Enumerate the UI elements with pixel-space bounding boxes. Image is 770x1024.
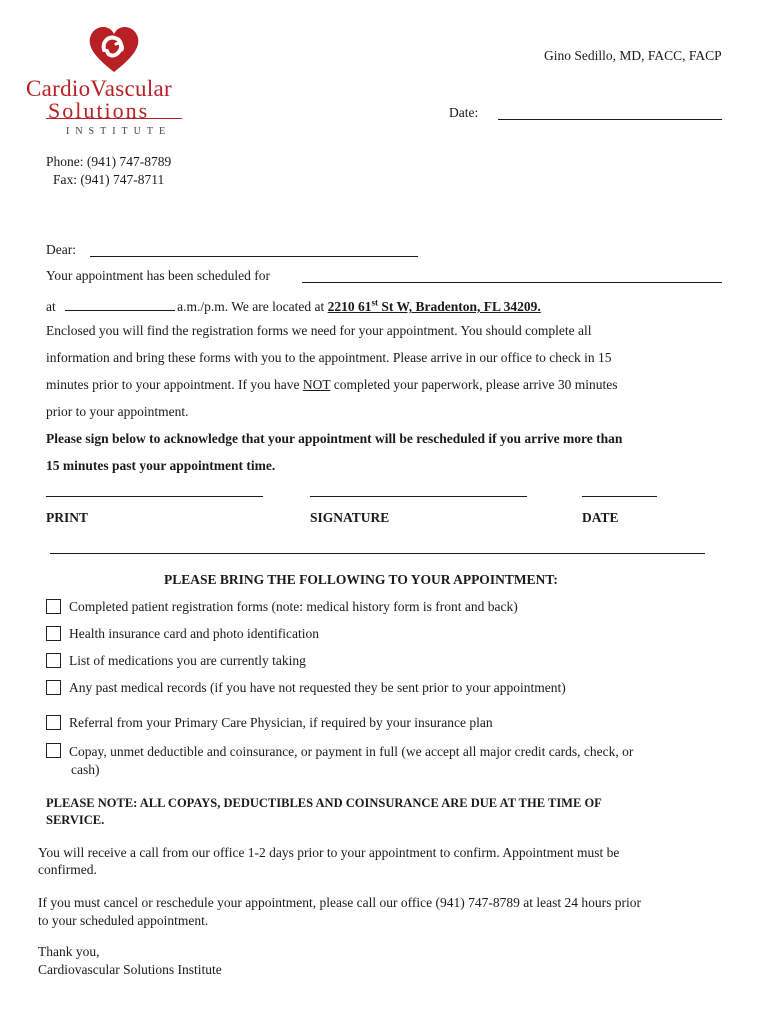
payment-note: PLEASE NOTE: ALL COPAYS, DEDUCTIBLES AND COINSURANCE ARE DUE AT THE TIME OF SERVICE. — [46, 796, 602, 827]
checklist-item[interactable]: Completed patient registration forms (note: medical history form is front and back) — [46, 599, 518, 615]
date-label: Date: — [449, 105, 479, 120]
scheduled-for-field[interactable] — [302, 282, 722, 283]
logo-rule — [46, 118, 182, 119]
office-address: 2210 61st St W, Bradenton, FL 34209. — [327, 297, 541, 314]
phone-number: Phone: (941) 747-8789 — [46, 154, 172, 169]
sign-date-field[interactable] — [582, 496, 657, 497]
logo-wordmark-line1: CardioVascular — [26, 76, 172, 101]
print-field[interactable] — [46, 496, 263, 497]
checklist-item[interactable]: Any past medical records (if you have not requested they be sent prior to your appointment) — [46, 680, 566, 696]
checklist-item[interactable]: Copay, unmet deductible and coinsurance, or payment in full (we accept all major credit cards, check, or cash) — [46, 743, 633, 779]
cancellation-note: If you must cancel or reschedule your appointment, please call our office (941) 747-8789 at least 24 hours prior to your scheduled appointment. — [38, 895, 641, 928]
checkbox[interactable] — [46, 680, 61, 695]
print-label: PRINT — [46, 510, 89, 525]
checkbox[interactable] — [46, 715, 61, 730]
checklist-item[interactable]: Health insurance card and photo identification — [46, 626, 319, 642]
time-location-line — [46, 296, 541, 315]
checklist-item[interactable]: Referral from your Primary Care Physician, if required by your insurance plan — [46, 715, 493, 731]
at-label: at — [46, 299, 56, 314]
thank-you: Thank you, — [38, 944, 100, 959]
date-label-2: DATE — [582, 510, 619, 525]
ampm-label: a.m./p.m. We are located at — [177, 299, 325, 314]
dear-label: Dear: — [46, 242, 76, 257]
logo-wordmark-line3: INSTITUTE — [66, 126, 172, 137]
logo-wordmark-line2: Solutions — [48, 98, 150, 123]
signature-label: SIGNATURE — [310, 510, 390, 525]
dear-name-field[interactable] — [90, 256, 418, 257]
bring-heading: PLEASE BRING THE FOLLOWING TO YOUR APPOINTMENT: — [164, 572, 558, 587]
confirmation-note: You will receive a call from our office 1-2 days prior to your appointment to confirm. Appointment must be confirmed. — [38, 845, 620, 877]
fax-number: Fax: (941) 747-8711 — [53, 172, 165, 187]
checklist-item[interactable]: List of medications you are currently taking — [46, 653, 306, 669]
scheduled-for-label: Your appointment has been scheduled for — [46, 268, 270, 283]
doctor-name: Gino Sedillo, MD, FACC, FACP — [544, 48, 722, 63]
instructions-paragraph: Enclosed you will find the registration forms we need for your appointment. You should complete all information and bring these forms with you to the appointment. Please arrive in our office to check in 15 minutes prior to your appointment. If you have NOT completed your paperwork, please arrive 30 minutes prior to your appointment. Please sign below to acknowledge that your appointment will be rescheduled if you arrive more than 15 minutes past your appointment time. — [46, 323, 623, 473]
closing — [38, 943, 222, 979]
heart-logo-icon — [86, 24, 142, 76]
checkbox[interactable] — [46, 653, 61, 668]
section-divider — [50, 553, 705, 554]
checkbox[interactable] — [46, 599, 61, 614]
checkbox[interactable] — [46, 626, 61, 641]
signature-field[interactable] — [310, 496, 527, 497]
sign-off: Cardiovascular Solutions Institute — [38, 962, 222, 977]
checkbox[interactable] — [46, 743, 61, 758]
date-field[interactable] — [498, 119, 722, 120]
appointment-time-field[interactable] — [65, 296, 175, 311]
